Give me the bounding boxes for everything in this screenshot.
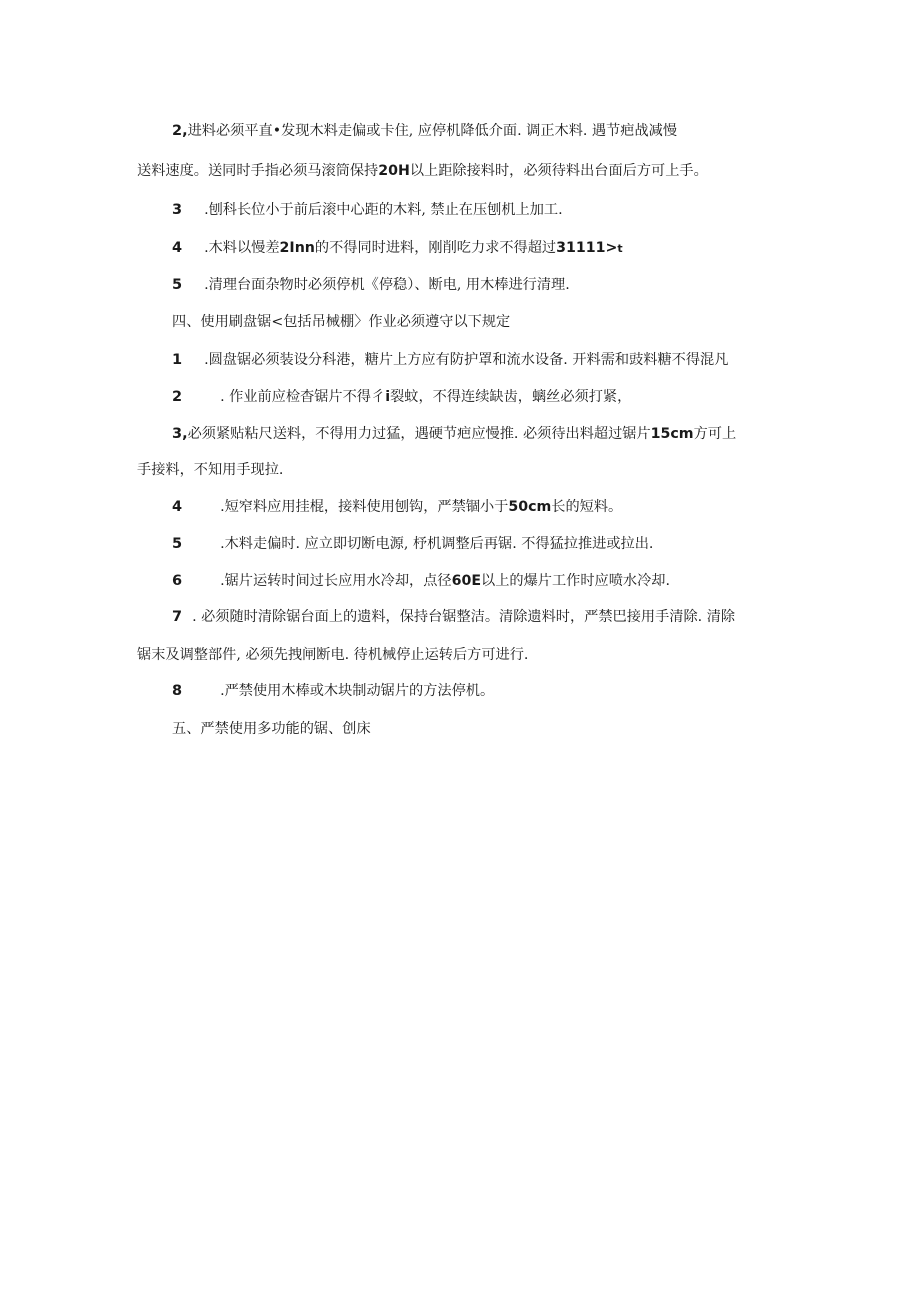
line-text: .木料走偏时. 应立即切断电源, 杼机调整后再锯. 不得猛拉推进或拉出. — [220, 536, 654, 552]
item-number: 8 — [172, 683, 183, 699]
line-text: 四、使用刷盘锯<包括吊械棚〉作业必须遵守以下规定 — [172, 314, 511, 330]
line-text: 必须紧贴粘尺送料，不得用力过猛，遇硬节疤应慢推. 必须待出料超过锯片 — [187, 426, 651, 442]
item-number: 2 — [172, 389, 183, 405]
section-heading-5 — [172, 719, 371, 739]
bold-value: t — [617, 242, 623, 255]
paragraph-line-15 — [137, 645, 528, 665]
item-number: 4 — [172, 499, 183, 515]
line-text: 方可上 — [693, 426, 737, 442]
paragraph-line-12 — [172, 534, 653, 554]
item-number: 7 — [172, 609, 183, 625]
item-number: 5 — [172, 277, 183, 293]
line-text: 以上的爆片工作时应喷水冷却. — [481, 573, 670, 589]
line-text: 长的短料。 — [551, 499, 623, 515]
bold-value: 50cm — [508, 499, 552, 515]
paragraph-line-1 — [172, 121, 677, 141]
item-number: 1 — [172, 352, 183, 368]
paragraph-line-16 — [172, 681, 494, 701]
item-number: 2, — [172, 123, 188, 139]
line-text: 的不得同时进料，刚削吃力求不得超过 — [314, 240, 557, 256]
line-text: 锯末及调整部件, 必须先拽闸断电. 待机械停止运转后方可进行. — [137, 647, 529, 663]
line-text: 裂蚊，不得连续缺齿，螭丝必须打紧， — [390, 389, 632, 405]
paragraph-line-13 — [172, 571, 670, 591]
line-text: .短窄料应用挂棍，接料使用刨钩，严禁锢小于 — [220, 499, 509, 515]
line-text: .锯片运转时间过长应用水冷却，点径 — [220, 573, 452, 589]
line-text: 进料必须平直•发现木料走偏或卡住, 应停机降低介面. 调正木料. 遇节疤战减慢 — [187, 123, 678, 139]
paragraph-line-14 — [172, 607, 735, 627]
line-text: . 作业前应检杳锯片不得彳 — [220, 389, 386, 405]
line-text: . 必须随时清除锯台面上的遗料，保持台锯整洁。清除遗料时，严禁巴接用手清除. 清除 — [192, 609, 736, 625]
item-number: 3, — [172, 426, 188, 442]
line-text: .严禁使用木棒或木块制动锯片的方法停机。 — [220, 683, 495, 699]
bold-value: i — [385, 389, 391, 405]
line-text: 手接料，不知用手现拉. — [137, 462, 284, 478]
line-text: .木料以慢差 — [204, 240, 280, 256]
line-text: .圆盘锯必须装设分科港，糖片上方应有防护罩和流水设备. 开料需和豉料糖不得混凡 — [204, 352, 729, 368]
paragraph-line-8 — [172, 387, 631, 407]
bold-value: 15cm — [650, 426, 694, 442]
line-text: 送料速度。送同时手指必须马滚筒保持 — [137, 163, 379, 179]
paragraph-line-10 — [137, 460, 283, 480]
paragraph-line-7 — [172, 350, 728, 370]
bold-value: 31111> — [556, 240, 618, 256]
paragraph-line-4 — [172, 238, 623, 259]
line-text: 五、严禁使用多功能的锯、创床 — [172, 721, 371, 737]
bold-value: 20H — [378, 163, 410, 179]
line-text: .刨科长位小于前后滚中心距的木料, 禁止在压刨机上加工. — [204, 202, 563, 218]
paragraph-line-11 — [172, 497, 622, 517]
paragraph-line-2 — [137, 161, 708, 181]
item-number: 4 — [172, 240, 183, 256]
item-number: 3 — [172, 202, 183, 218]
paragraph-line-9 — [172, 424, 736, 444]
line-text: .清理台面杂物时必须停机《停稳）、断电, 用木棒进行清理. — [204, 277, 570, 293]
paragraph-line-5 — [172, 275, 570, 295]
line-text: 以上距除接料时，必须待料出台面后方可上手。 — [409, 163, 708, 179]
section-heading-4 — [172, 312, 510, 332]
paragraph-line-3 — [172, 200, 563, 220]
bold-value: 60E — [451, 573, 482, 589]
item-number: 5 — [172, 536, 183, 552]
item-number: 6 — [172, 573, 183, 589]
bold-value: 2Inn — [279, 240, 315, 256]
